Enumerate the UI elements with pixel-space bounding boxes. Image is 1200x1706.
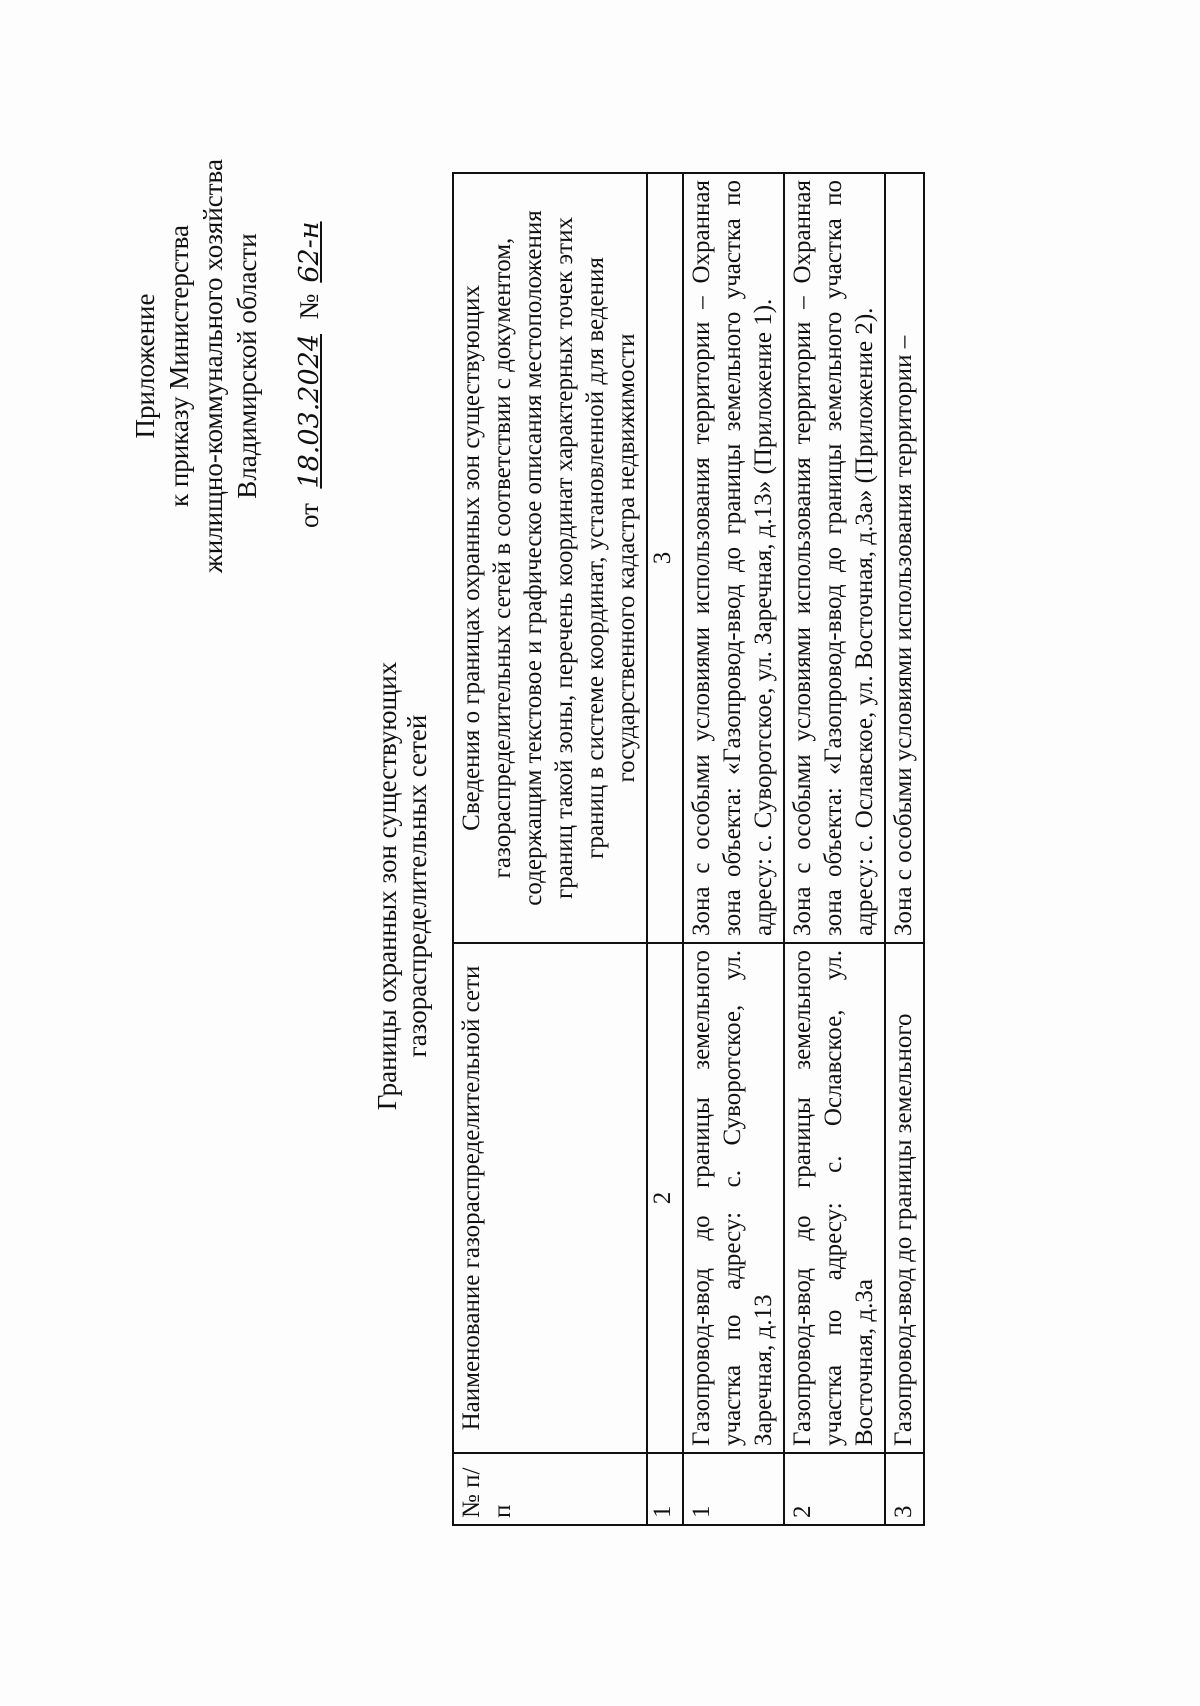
zone-info: Зона с особыми условиями использования территории – Охранная зона объекта: «Газопровод-ввод до границы земельного участка по адресу: с. Ославское, ул. Восточная, д.3а» (Приложение 2). bbox=[784, 173, 885, 943]
zone-info: Зона с особыми условиями использования территории – Охранная зона объекта: «Газопровод-ввод до границы земельного участка по адресу: с. Суворотское, ул. Заречная, д.13» (Приложение 1). bbox=[683, 173, 784, 943]
network-name: Газопровод-ввод до границы земельного bbox=[885, 943, 924, 1453]
appendix-label: Приложение bbox=[130, 293, 160, 439]
column-number: 2 bbox=[647, 943, 683, 1453]
title-line-2: газораспределительных сетей bbox=[402, 714, 432, 1058]
title-line-1: Границы охранных зон существующих bbox=[372, 661, 402, 1111]
number-prefix: № bbox=[294, 293, 324, 320]
table-row bbox=[784, 173, 885, 1525]
header-number: № п/п bbox=[453, 1453, 647, 1525]
table-header-row bbox=[453, 173, 647, 1525]
date-prefix: от bbox=[294, 503, 324, 528]
document-title bbox=[372, 606, 432, 1166]
zones-table bbox=[452, 172, 925, 1526]
table-row bbox=[885, 173, 924, 1525]
region-name: Владимирской области bbox=[232, 233, 262, 499]
header-network-name: Наименование газораспределительной сети bbox=[453, 943, 647, 1453]
column-number: 1 bbox=[647, 1453, 683, 1525]
appendix-header bbox=[128, 156, 327, 576]
column-number: 3 bbox=[647, 173, 683, 943]
zone-info: Зона с особыми условиями использования территории – bbox=[885, 173, 924, 943]
row-number: 1 bbox=[683, 1453, 784, 1525]
network-name: Газопровод-ввод до границы земельного участка по адресу: с. Ославское, ул. Восточная, д.3а bbox=[784, 943, 885, 1453]
network-name: Газопровод-ввод до границы земельного участка по адресу: с. Суворотское, ул. Заречная, д.13 bbox=[683, 943, 784, 1453]
table-row bbox=[683, 173, 784, 1525]
header-zone-info: Сведения о границах охранных зон существующих газораспределительных сетей в соответствии с документом, содержащим текстовое и графическое описания местоположения границ такой зоны, перечень координат характерных точек этих границ в системе координат, установленной для ведения государственного кадастра недвижимости bbox=[453, 173, 647, 943]
order-reference: к приказу Министерства bbox=[164, 224, 194, 508]
handwritten-date: 18.03.2024 bbox=[294, 334, 325, 489]
order-date-line bbox=[292, 156, 327, 576]
ministry-name: жилищно-коммунального хозяйства bbox=[198, 159, 228, 573]
row-number: 2 bbox=[784, 1453, 885, 1525]
column-number-row bbox=[647, 173, 683, 1525]
row-number: 3 bbox=[885, 1453, 924, 1525]
handwritten-number: 62-н bbox=[294, 221, 325, 283]
